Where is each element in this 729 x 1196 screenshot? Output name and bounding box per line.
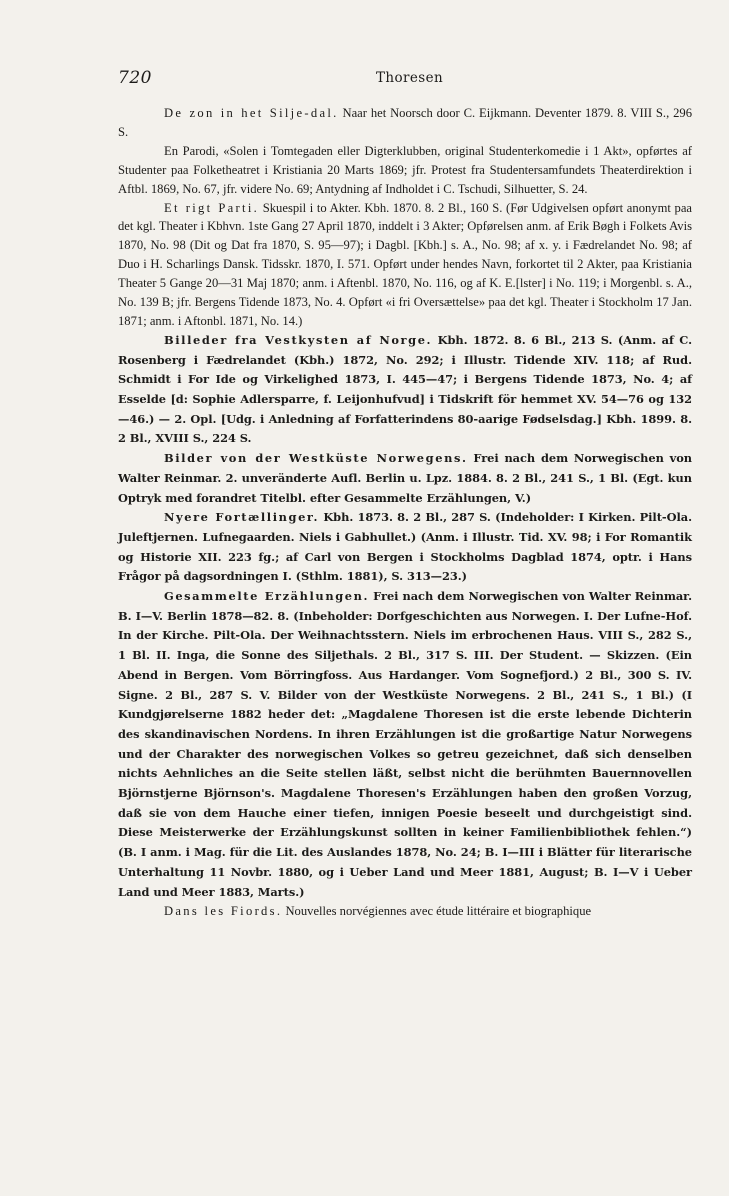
page-header xyxy=(118,68,619,90)
entry-text: Nouvelles norvégiennes avec étude littéraire et biographique xyxy=(282,904,592,919)
entry-bilder-westkueste xyxy=(118,449,692,508)
entry-gesammelte-erzaehlungen xyxy=(118,587,692,902)
entry-dans-les-fiords xyxy=(118,902,692,921)
entry-et-rigt-parti xyxy=(118,199,692,331)
entry-title: Gesammelte Erzählungen. xyxy=(164,589,370,604)
entry-billeder-vestkysten xyxy=(118,331,692,449)
entry-text: Skuespil i to Akter. Kbh. 1870. 8. 2 Bl., 160 S. (Før Udgivelsen opført anonymt paa det kgl. Theater i Kbhvn. 1ste Gang 27 April 1870, inddelt i 3 Akter; Opførelsen anm. af Erik Bøgh i Folkets Avis 1870, No. 98 (Dit og Dat fra 1870, S. 95—97); i Dagbl. [Kbh.] s. A., No. 98; af x. y. i Fædrelandet No. 98; af Duo i H. Scharlings Dansk. Tidsskr. 1870, I. 571. Opført under hendes Navn, forkortet til 2 Akter, paa Kristiania Theater 5 Gange 20—31 Maj 1870; anm. i Aftenbl. 1870, No. 116, og af K. E.[lster] i No. 119; i Morgenbl. s. A., No. 139 B; jfr. Bergens Tidende 1873, No. 4. Opført «i fri Oversættelse» paa det kgl. Theater i Stockholm 17 Jan. 1871; anm. i Aftonbl. 1871, No. 14.) xyxy=(118,200,692,328)
entry-title: Et rigt Parti. xyxy=(164,200,260,215)
entry-silje-dal xyxy=(118,104,692,142)
entry-text: Kbh. 1872. 8. 6 Bl., 213 S. (Anm. af C. Rosenberg i Fædrelandet (Kbh.) 1872, No. 292; i Illustr. Tidende XIV. 118; af Rud. Schmidt i For Ide og Virkelighed 1873, I. 445—47; i Bergens Tidende 1873, No. 4; af Esselde [d: Sophie Adlersparre, f. Leijonhufvud] i Tidskrift för hemmet XV. 54—76 og 132—46.) — 2. Opl. [Udg. i Anledning af Forfatterindens 80-aarige Fødselsdag.] Kbh. 1899. 8. 2 Bl., XVIII S., 224 S. xyxy=(118,332,692,446)
entry-text: Frei nach dem Norwegischen von Walter Reinmar. B. I—V. Berlin 1878—82. 8. (Inbeholder: Dorfgeschichten aus Norwegen. I. Der Lufne-Hof. In der Kirche. Pilt-Ola. Der Weihnachtsstern. Niels im erbrochenen Haus. VIII S., 282 S., 1 Bl. II. Inga, die Sonne des Siljethals. 2 Bl., 317 S. III. Der Student. — Skizzen. (Ein Abend in Bergen. Vom Börringfoss. Aus Hardanger. Vom Sognefjord.) 2 Bl., 300 S. IV. Signe. 2 Bl., 287 S. V. Bilder von der Westküste Norwegens. 2 Bl., 241 S., 1 Bl.) (I Kundgjørelserne 1882 heder det: „Magdalene Thoresen ist die erste lebende Dichterin des skandinavischen Nordens. In ihren Erzählungen ist die großartige Natur Norwegens und der Charakter des norwegischen Volkes so getreu gezeichnet, daß sich denselben nichts Aehnliches an die Seite stellen läßt, selbst nicht die berühmten Bauernnovellen Björnstjerne Björnson's. Magdalene Thoresen's Erzählungen haben den großen Vorzug, daß sie von dem Hauche einer tiefen, innigen Poesie beseelt und durchgeistigt sind. Diese Meisterwerke der Erzählungskunst sollten in keiner Familienbibliothek fehlen.“) (B. I anm. i Mag. für die Lit. des Auslandes 1878, No. 24; B. I—III i Blätter für literarische Unterhaltung 11 Novbr. 1880, og i Ueber Land und Meer 1881, August; B. I—V i Ueber Land und Meer 1883, Marts.) xyxy=(118,589,692,899)
entry-parodi xyxy=(118,142,692,199)
entry-title: Bilder von der Westküste Norwegens. xyxy=(164,451,468,466)
entry-text: Kbh. 1873. 8. 2 Bl., 287 S. (Indeholder: I Kirken. Pilt-Ola. Juleftjernen. Lufnegaarden. Niels i Gabhullet.) (Anm. i Illustr. Tid. XV. 98; i For Romantik og Historie XII. 223 fg.; af Carl von Bergen i Stockholms Dagblad 1874, optr. i Hans Frågor på dagsordningen I. (Sthlm. 1881), S. 313—23.) xyxy=(118,510,692,584)
entry-title: Billeder fra Vestkysten af Norge. xyxy=(164,332,433,347)
bibliography-text xyxy=(118,104,692,921)
entry-text: Frei nach dem Norwegischen von Walter Reinmar. 2. unveränderte Aufl. Berlin u. Lpz. 1884. 8. 2 Bl., 241 S., 1 Bl. (Egt. kun Optryk med forandret Titelbl. efter Gesammelte Erzählungen, V.) xyxy=(118,451,692,505)
entry-title: Dans les Fiords. xyxy=(164,904,283,919)
entry-title: Nyere Fortællinger. xyxy=(164,510,320,525)
entry-title: De zon in het Silje-dal. xyxy=(164,106,339,120)
page-number: 720 xyxy=(118,68,152,88)
entry-nyere-fortaellinger xyxy=(118,508,692,587)
entry-text: En Parodi, «Solen i Tomtegaden eller Digterklubben, original Studenterkomedie i 1 Akt», opførtes af Studenter paa Folketheatret i Kristiania 20 Marts 1869; jfr. Protest fra Studentersamfundets Theaterdirektion i Aftbl. 1869, No. 67, jfr. videre No. 69; Antydning af Indholdet i C. Tschudi, Silhuetter, S. 24. xyxy=(118,143,692,196)
entry-text: Naar het Noorsch door C. Eijkmann. Deventer 1879. 8. VIII S., 296 S. xyxy=(118,106,692,139)
running-head: Thoresen xyxy=(376,70,444,86)
